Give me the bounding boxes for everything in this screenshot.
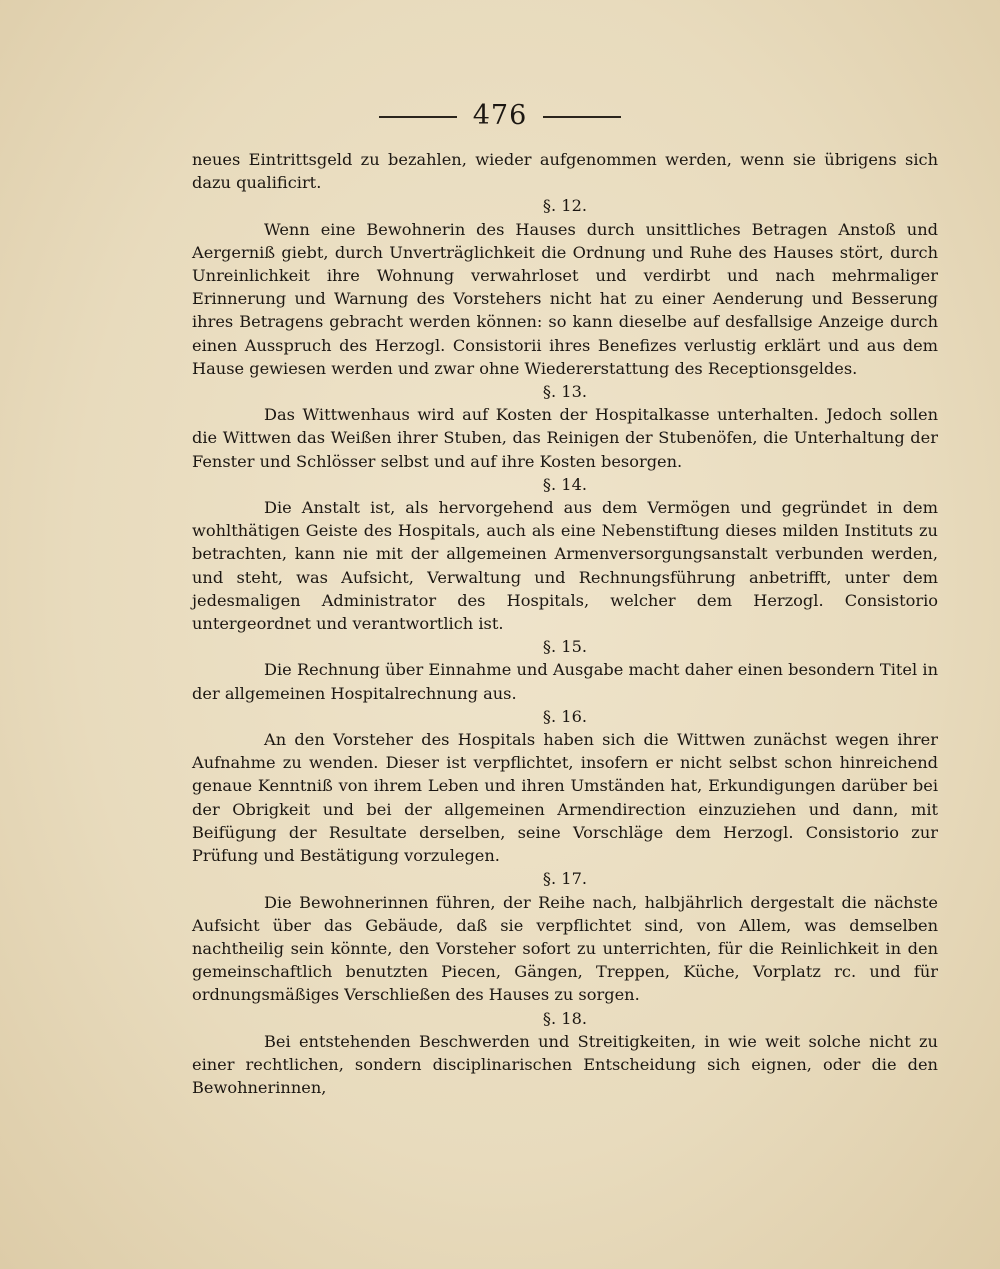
paragraph-section-17: Die Bewohnerinnen führen, der Reihe nach, halbjährlich dergestalt die nächste Aufsicht über das Gebäude, daß sie verpflichtet sind, von Allem, was demselben nachtheilig sein könnte, den Vorsteher sofort zu unterrichten, für die Reinlichkeit in den gemeinschaftlich benutzten Piecen, Gängen, Treppen, Küche, Vorplatz rc. und für ordnungsmäßiges Verschließen des Hauses zu sorgen. — [192, 892, 938, 1005]
paragraph-section-16: An den Vorsteher des Hospitals haben sich die Wittwen zunächst wegen ihrer Aufnahme zu wenden. Dieser ist verpflichtet, insofern er nicht selbst schon hinreichend genaue Kenntniß von ihrem Leben und ihren Umständen hat, Erkundigungen darüber bei der Obrigkeit und bei der allgemeinen Armendirection einzuziehen und dann, mit Beifügung der Resultate derselben, seine Vorschläge dem Herzogl. Consistorio zur Prüfung und Bestätigung vorzulegen. — [192, 730, 938, 866]
paragraph-continuation: neues Eintrittsgeld zu bezahlen, wieder aufgenommen werden, wenn sie übrigens sich dazu qualificirt. — [192, 150, 938, 193]
section-heading-15: §. 15. — [542, 637, 588, 657]
paragraph-section-14: Die Anstalt ist, als hervorgehend aus dem Vermögen und gegründet in dem wohlthätigen Geiste des Hospitals, auch als eine Nebenstiftung dieses milden Instituts zu betrachten, kann nie mit der allgemeinen Armenversorgungsanstalt verbunden werden, und steht, was Aufsicht, Verwaltung und Rechnungsführung anbetrifft, unter dem jedesmaligen Administrator des Hospitals, welcher dem Herzogl. Consistorio untergeordnet und verantwortlich ist. — [192, 498, 938, 634]
header-rule-left — [379, 116, 457, 118]
page-body — [192, 148, 938, 1099]
header-rule-right — [543, 116, 621, 118]
section-heading-17: §. 17. — [542, 869, 588, 889]
paragraph-section-18: Bei entstehenden Beschwerden und Streitigkeiten, in wie weit solche nicht zu einer rechtlichen, sondern disciplinarischen Entscheidung sich eignen, oder die den Bewohnerinnen, — [192, 1031, 938, 1098]
paragraph-section-13: Das Wittwenhaus wird auf Kosten der Hospitalkasse unterhalten. Jedoch sollen die Wittwen das Weißen ihrer Stuben, das Reinigen der Stubenöfen, die Unterhaltung der Fenster und Schlösser selbst und auf ihre Kosten besorgen. — [192, 405, 938, 471]
section-heading-14: §. 14. — [542, 474, 588, 494]
page-number: 476 — [472, 100, 528, 131]
section-heading-12: §. 12. — [542, 196, 588, 216]
section-heading-18: §. 18. — [542, 1008, 588, 1028]
section-heading-16: §. 16. — [542, 706, 588, 726]
paragraph-section-12: Wenn eine Bewohnerin des Hauses durch unsittliches Betragen Anstoß und Aergerniß giebt, durch Unverträglichkeit die Ordnung und Ruhe des Hauses stört, durch Unreinlichkeit ihre Wohnung verwahrloset und verdirbt und nach mehrmaliger Erinnerung und Warnung des Vorstehers nicht hat zu einer Aenderung und Besserung ihres Betragens gebracht werden können: so kann dieselbe auf desfallsige Anzeige durch einen Ausspruch des Herzogl. Consistorii ihres Benefizes verlustig erklärt und aus dem Hause gewiesen werden und zwar ohne Wiedererstattung des Receptionsgeldes. — [192, 219, 938, 378]
page-header — [0, 100, 1000, 131]
section-heading-13: §. 13. — [542, 382, 588, 402]
paragraph-section-15: Die Rechnung über Einnahme und Ausgabe macht daher einen besondern Titel in der allgemeinen Hospitalrechnung aus. — [192, 660, 938, 703]
